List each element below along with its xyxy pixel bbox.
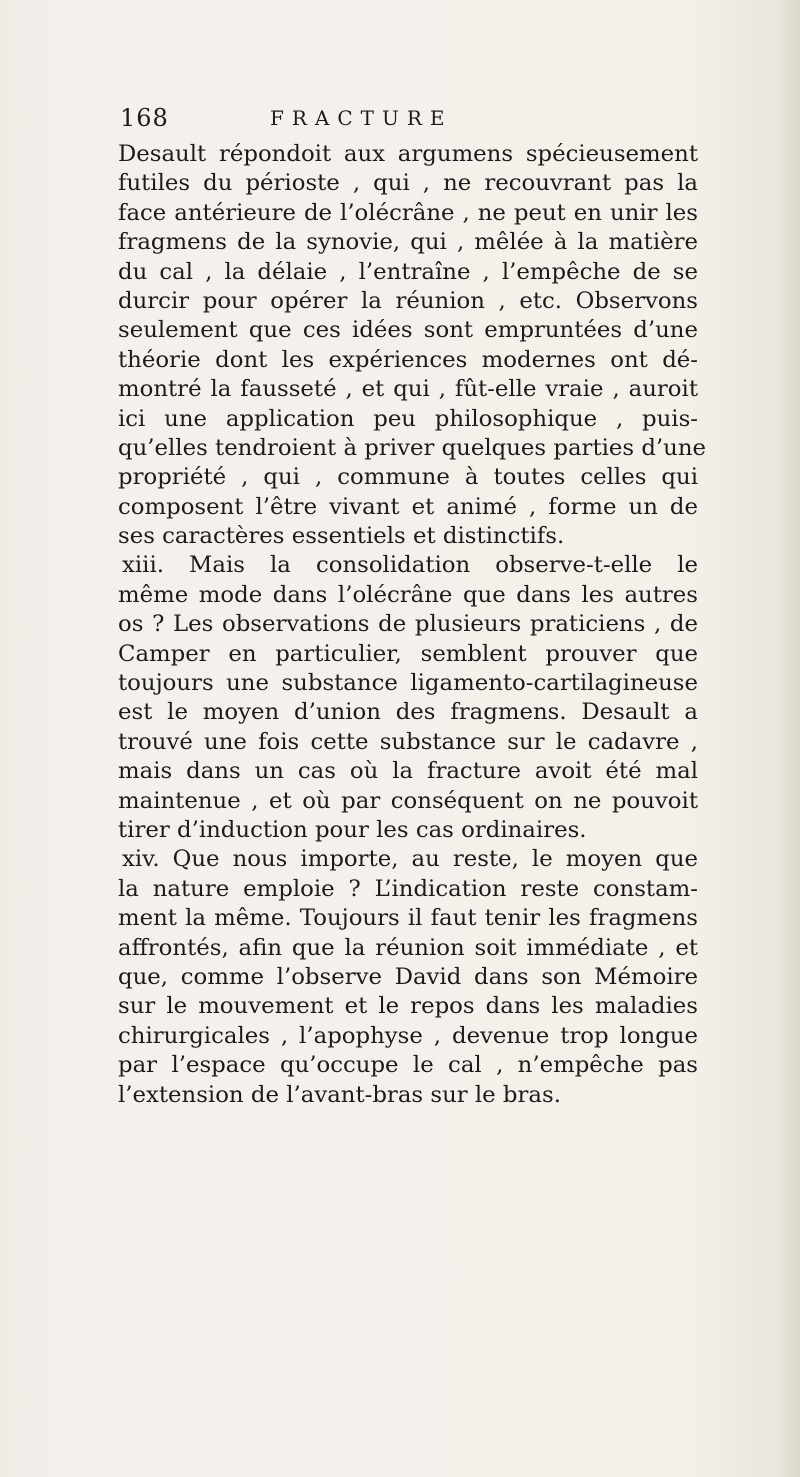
text-line: Camper en particulier, semblent prouver que <box>118 640 698 667</box>
text-line: par l’espace qu’occupe le cal , n’empêche pas <box>118 1052 698 1079</box>
text-line: même mode dans l’olécrâne que dans les autres <box>118 581 698 608</box>
text-line: face antérieure de l’olécrâne , ne peut en unir les <box>118 199 698 226</box>
text-line: durcir pour opérer la réunion , etc. Observons <box>118 287 698 314</box>
text-line: affrontés, afin que la réunion soit immédiate , et <box>118 934 698 961</box>
text-line: qu’elles tendroient à priver quelques parties d’une <box>118 434 707 461</box>
text-line: montré la fausseté , et qui , fût-elle vraie , auroit <box>118 376 698 403</box>
text-line: du cal , la délaie , l’entraîne , l’empêche de se <box>118 258 698 285</box>
page-number: 168 <box>120 104 169 132</box>
text-line: l’extension de l’avant-bras sur le bras. <box>118 1081 561 1108</box>
page-header <box>120 100 680 140</box>
text-line: est le moyen d’union des fragmens. Desault a <box>118 699 698 726</box>
text-line: chirurgicales , l’apophyse , devenue trop longue <box>118 1022 698 1049</box>
text-line: ses caractères essentiels et distinctifs. <box>118 523 565 550</box>
text-line: mais dans un cas où la fracture avoit été mal <box>118 758 698 785</box>
section-xiii-start: xiii. Mais la consolidation observe-t-elle le <box>122 552 698 579</box>
body-text <box>118 140 707 1110</box>
text-line: sur le mouvement et le repos dans les maladies <box>118 993 698 1020</box>
text-line: trouvé une fois cette substance sur le cadavre , <box>118 728 698 755</box>
text-line: Desault répondoit aux argumens spécieusement <box>118 141 698 167</box>
text-line: la nature emploie ? L’indication reste constam- <box>118 875 698 902</box>
text-line: ment la même. Toujours il faut tenir les fragmens <box>118 905 698 932</box>
text-line: seulement que ces idées sont empruntées d’une <box>118 317 698 344</box>
running-title: FRACTURE <box>270 106 453 130</box>
text-line: propriété , qui , commune à toutes celles qui <box>118 464 698 491</box>
text-line: que, comme l’observe David dans son Mémoire <box>118 963 698 990</box>
text-line: composent l’être vivant et animé , forme un de <box>118 493 698 520</box>
text-line: toujours une substance ligamento-cartilagineuse <box>118 670 698 697</box>
text-line: maintenue , et où par conséquent on ne pouvoit <box>118 787 698 814</box>
text-line: théorie dont les expériences modernes ont dé- <box>118 346 698 373</box>
text-line: tirer d’induction pour les cas ordinaires. <box>118 816 587 843</box>
text-line: ici une application peu philosophique , puis- <box>118 405 698 432</box>
text-line: os ? Les observations de plusieurs praticiens , de <box>118 611 698 638</box>
text-line: futiles du périoste , qui , ne recouvrant pas la <box>118 170 698 197</box>
section-xiv-start: xiv. Que nous importe, au reste, le moyen que <box>122 846 698 873</box>
text-line: fragmens de la synovie, qui , mêlée à la matière <box>118 229 698 256</box>
